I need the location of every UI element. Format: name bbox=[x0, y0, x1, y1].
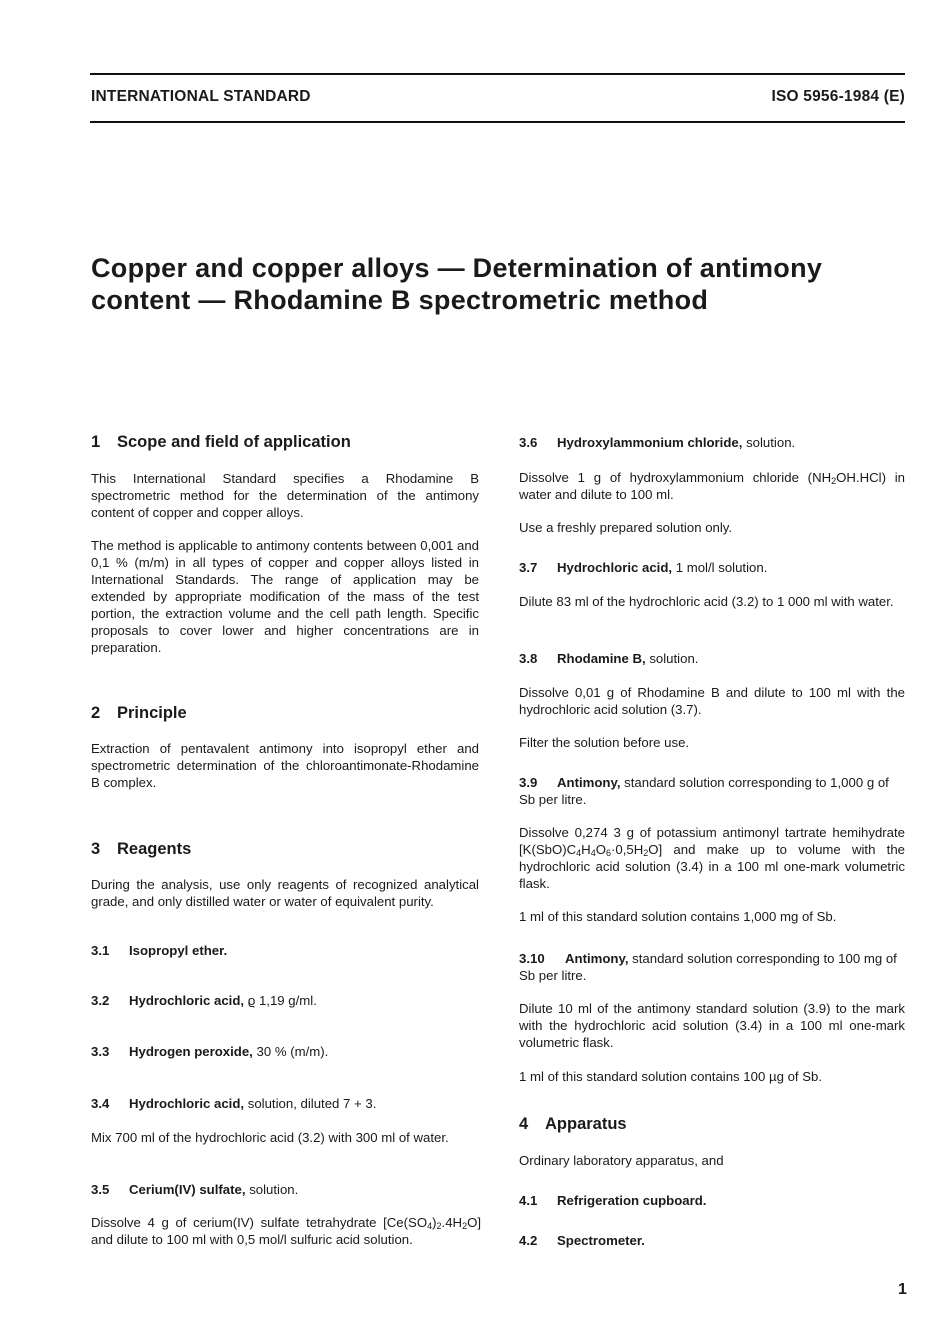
reagent-3-5 bbox=[91, 1181, 298, 1198]
subscript: 4 bbox=[590, 848, 596, 858]
text-part: H bbox=[581, 842, 591, 857]
clause-rest: ϱ 1,19 g/ml. bbox=[247, 993, 317, 1008]
clause-number: 3.3 bbox=[91, 1044, 110, 1059]
reagent-3-1 bbox=[91, 942, 227, 959]
s1-p2-text: The method is applicable to antimony contents between 0,001 and 0,1 % (m/m) in all types of copper and copper alloys listed in International Standards. The range of application may be extended by appropriate modification of the mass of the test portion, the extraction volume and the cell path length. Specific proposals to cover lower and higher concentrations are in preparation. bbox=[91, 538, 479, 655]
section-2-paragraph: Extraction of pentavalent antimony into isopropyl ether and spectrometric determination of the chloroantimonate-Rhodamine B complex. bbox=[91, 741, 479, 790]
clause-title: Hydrochloric acid, bbox=[557, 560, 673, 575]
clause-rest: solution, diluted 7 + 3. bbox=[247, 1096, 377, 1111]
section-title: Principle bbox=[117, 704, 187, 722]
reagent-3-7 bbox=[519, 559, 767, 576]
clause-title: Antimony, bbox=[565, 951, 629, 966]
reagent-3-5-paragraph bbox=[91, 1214, 481, 1248]
reagent-3-4 bbox=[91, 1095, 376, 1112]
clause-rest: solution. bbox=[249, 1182, 299, 1197]
clause-rest: standard solution corresponding to 1,000 g of Sb per litre. bbox=[519, 775, 889, 807]
reagent-3-9-paragraph-1 bbox=[519, 824, 905, 892]
reagent-3-6-paragraph-2: Use a freshly prepared solution only. bbox=[519, 520, 733, 535]
subscript: 2 bbox=[436, 1221, 442, 1231]
subscript: 2 bbox=[462, 1221, 468, 1231]
clause-number: 4.1 bbox=[519, 1193, 538, 1208]
text-part: Dissolve 1 g of hydroxylammonium chloride (NH bbox=[519, 470, 832, 485]
page-number: 1 bbox=[898, 1281, 907, 1298]
reagent-3-2 bbox=[91, 992, 317, 1009]
text-part: O] and dilute to 100 ml with 0,5 mol/l sulfuric acid solution. bbox=[91, 1215, 481, 1247]
reagent-3-7-paragraph: Dilute 83 ml of the hydrochloric acid (3.2) to 1 000 ml with water. bbox=[519, 594, 894, 609]
section-3-heading bbox=[91, 841, 191, 858]
clause-rest: standard solution corresponding to 100 mg of Sb per litre. bbox=[519, 951, 897, 983]
subscript: 6 bbox=[605, 848, 611, 858]
text-part: ) bbox=[432, 1215, 437, 1230]
clause-number: 3.1 bbox=[91, 943, 110, 958]
section-number: 3 bbox=[91, 840, 101, 858]
clause-number: 3.8 bbox=[519, 651, 538, 666]
reagent-3-6-paragraph-1 bbox=[519, 469, 905, 503]
running-header-left: INTERNATIONAL STANDARD bbox=[91, 88, 311, 105]
header-top-rule bbox=[90, 73, 905, 75]
header-bottom-rule bbox=[90, 121, 905, 123]
clause-rest: 30 % (m/m). bbox=[256, 1044, 329, 1059]
section-4-heading bbox=[519, 1116, 627, 1133]
section-number: 4 bbox=[519, 1115, 529, 1133]
reagent-3-10 bbox=[519, 950, 905, 984]
reagent-3-4-paragraph: Mix 700 ml of the hydrochloric acid (3.2) with 300 ml of water. bbox=[91, 1130, 449, 1145]
reagent-3-3 bbox=[91, 1043, 328, 1060]
reagent-3-8 bbox=[519, 650, 698, 667]
clause-title: Rhodamine B, bbox=[557, 651, 646, 666]
text-part: ·0,5H bbox=[611, 842, 644, 857]
section-title: Apparatus bbox=[545, 1115, 627, 1133]
clause-rest: solution. bbox=[649, 651, 699, 666]
clause-title: Antimony, bbox=[557, 775, 621, 790]
text-part: Dissolve 0,274 3 g of potassium antimonyl tartrate hemihydrate [K(SbO)C bbox=[519, 825, 905, 857]
subscript: 4 bbox=[427, 1221, 433, 1231]
running-header-right: ISO 5956-1984 (E) bbox=[771, 88, 905, 105]
section-number: 1 bbox=[91, 433, 101, 451]
clause-title: Hydrogen peroxide, bbox=[129, 1044, 253, 1059]
clause-title: Isopropyl ether. bbox=[129, 943, 228, 958]
clause-number: 3.5 bbox=[91, 1182, 110, 1197]
text-part: O bbox=[595, 842, 606, 857]
clause-title: Hydroxylammonium chloride, bbox=[557, 435, 743, 450]
section-title: Reagents bbox=[117, 840, 192, 858]
text-part: O] and make up to volume with the hydrochloric acid solution (3.4) in a 100 ml one-mark volumetric flask. bbox=[519, 842, 905, 891]
reagent-3-10-paragraph-1: Dilute 10 ml of the antimony standard solution (3.9) to the mark with the hydrochloric acid solution (3.4) in a 100 ml one-mark volumetric flask. bbox=[519, 1001, 905, 1050]
section-1-paragraph-2 bbox=[91, 537, 479, 656]
document-title bbox=[91, 252, 906, 316]
reagent-3-10-paragraph-2: 1 ml of this standard solution contains 100 µg of Sb. bbox=[519, 1069, 823, 1084]
clause-title: Refrigeration cupboard. bbox=[557, 1193, 707, 1208]
subscript: 4 bbox=[576, 848, 582, 858]
clause-title: Hydrochloric acid, bbox=[129, 993, 245, 1008]
subscript: 2 bbox=[831, 476, 837, 486]
clause-number: 3.7 bbox=[519, 560, 538, 575]
text-part: OH.HCl) in water and dilute to 100 ml. bbox=[519, 470, 905, 502]
clause-rest: 1 mol/l solution. bbox=[675, 560, 768, 575]
clause-number: 3.10 bbox=[519, 951, 545, 966]
title-line-1: Copper and copper alloys — Determination of antimony bbox=[91, 253, 823, 283]
clause-title: Hydrochloric acid, bbox=[129, 1096, 245, 1111]
clause-title: Cerium(IV) sulfate, bbox=[129, 1182, 246, 1197]
subscript: 2 bbox=[643, 848, 649, 858]
section-number: 2 bbox=[91, 704, 101, 722]
reagent-3-8-paragraph-1: Dissolve 0,01 g of Rhodamine B and dilute to 100 ml with the hydrochloric acid solution (3.7). bbox=[519, 685, 905, 717]
apparatus-4-2 bbox=[519, 1232, 645, 1249]
text-part: Dissolve 4 g of cerium(IV) sulfate tetrahydrate [Ce(SO bbox=[91, 1215, 428, 1230]
section-2-heading bbox=[91, 705, 187, 722]
section-3-paragraph: During the analysis, use only reagents of recognized analytical grade, and only distilled water or water of equivalent purity. bbox=[91, 877, 479, 909]
clause-number: 3.9 bbox=[519, 775, 538, 790]
clause-number: 4.2 bbox=[519, 1233, 538, 1248]
reagent-3-9-paragraph-2: 1 ml of this standard solution contains 1,000 mg of Sb. bbox=[519, 909, 837, 924]
text-part: .4H bbox=[441, 1215, 463, 1230]
clause-title: Spectrometer. bbox=[557, 1233, 645, 1248]
clause-number: 3.2 bbox=[91, 993, 110, 1008]
reagent-3-6 bbox=[519, 434, 795, 451]
clause-rest: solution. bbox=[746, 435, 796, 450]
reagent-3-8-paragraph-2: Filter the solution before use. bbox=[519, 735, 690, 750]
reagent-3-9 bbox=[519, 774, 905, 808]
title-line-2: content — Rhodamine B spectrometric method bbox=[91, 285, 709, 315]
section-4-paragraph: Ordinary laboratory apparatus, and bbox=[519, 1153, 724, 1168]
section-1-heading bbox=[91, 434, 351, 451]
clause-number: 3.6 bbox=[519, 435, 538, 450]
clause-number: 3.4 bbox=[91, 1096, 110, 1111]
apparatus-4-1 bbox=[519, 1192, 706, 1209]
section-title: Scope and field of application bbox=[117, 433, 351, 451]
section-1-paragraph-1: This International Standard specifies a Rhodamine B spectrometric method for the determination of the antimony content of copper and copper alloys. bbox=[91, 471, 479, 520]
